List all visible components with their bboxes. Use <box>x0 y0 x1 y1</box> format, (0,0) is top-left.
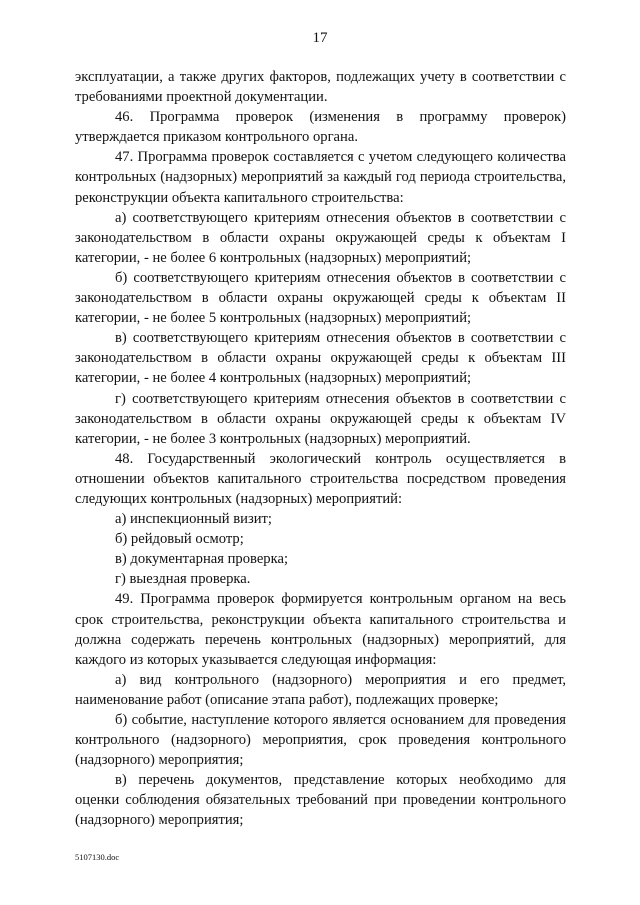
paragraph-continuation: эксплуатации, а также других факторов, подлежащих учету в соответствии с требованиями проектной документации. <box>75 69 566 106</box>
paragraph-47-v: в) соответствующего критериям отнесения объектов в соответствии с законодательством в области охраны окружающей среды к объектам III категории, - не более 4 контрольных (надзорных) мероприятий; <box>75 330 566 387</box>
paragraph-48-b: б) рейдовый осмотр; <box>115 531 244 548</box>
footer-file-name: 5107130.doc <box>75 852 120 862</box>
paragraph-46: 46. Программа проверок (изменения в программу проверок) утверждается приказом контрольного органа. <box>75 109 566 146</box>
paragraph-48: 48. Государственный экологический контроль осуществляется в отношении объектов капитального строительства посредством проведения следующих контрольных (надзорных) мероприятий: <box>75 450 566 507</box>
paragraph-49-v: в) перечень документов, представление которых необходимо для оценки соблюдения обязательных требований при проведении контрольного (надзорного) мероприятия; <box>75 772 566 829</box>
paragraph-49: 49. Программа проверок формируется контрольным органом на весь срок строительства, реконструкции объекта капитального строительства и должна содержать перечень контрольных (надзорных) мероприятий, для каждого из которых указывается следующая информация: <box>75 591 566 668</box>
paragraph-47: 47. Программа проверок составляется с учетом следующего количества контрольных (надзорных) мероприятий за каждый год периода строительства, реконструкции объекта капитального строительства: <box>75 149 566 206</box>
page-number: 17 <box>312 30 328 46</box>
paragraph-48-v: в) документарная проверка; <box>115 551 288 568</box>
paragraph-47-b: б) соответствующего критериям отнесения объектов в соответствии с законодательством в области охраны окружающей среды к объектам II категории, - не более 5 контрольных (надзорных) мероприятий; <box>75 269 566 327</box>
paragraph-47-g: г) соответствующего критериям отнесения объектов в соответствии с законодательством в области охраны окружающей среды к объектам IV категории, - не более 3 контрольных (надзорных) мероприятий. <box>75 390 566 447</box>
paragraph-49-a: а) вид контрольного (надзорного) мероприятия и его предмет, наименование работ (описание этапа работ), подлежащих проверке; <box>75 671 566 708</box>
paragraph-47-a: а) соответствующего критериям отнесения объектов в соответствии с законодательством в области охраны окружающей среды к объектам I категории, - не более 6 контрольных (надзорных) мероприятий; <box>75 209 566 266</box>
document-body <box>75 67 566 831</box>
paragraph-48-g: г) выездная проверка. <box>115 571 251 588</box>
paragraph-48-a: а) инспекционный визит; <box>115 511 272 528</box>
paragraph-49-b: б) событие, наступление которого является основанием для проведения контрольного (надзорного) мероприятия, срок проведения контрольного (надзорного) мероприятия; <box>75 712 566 769</box>
